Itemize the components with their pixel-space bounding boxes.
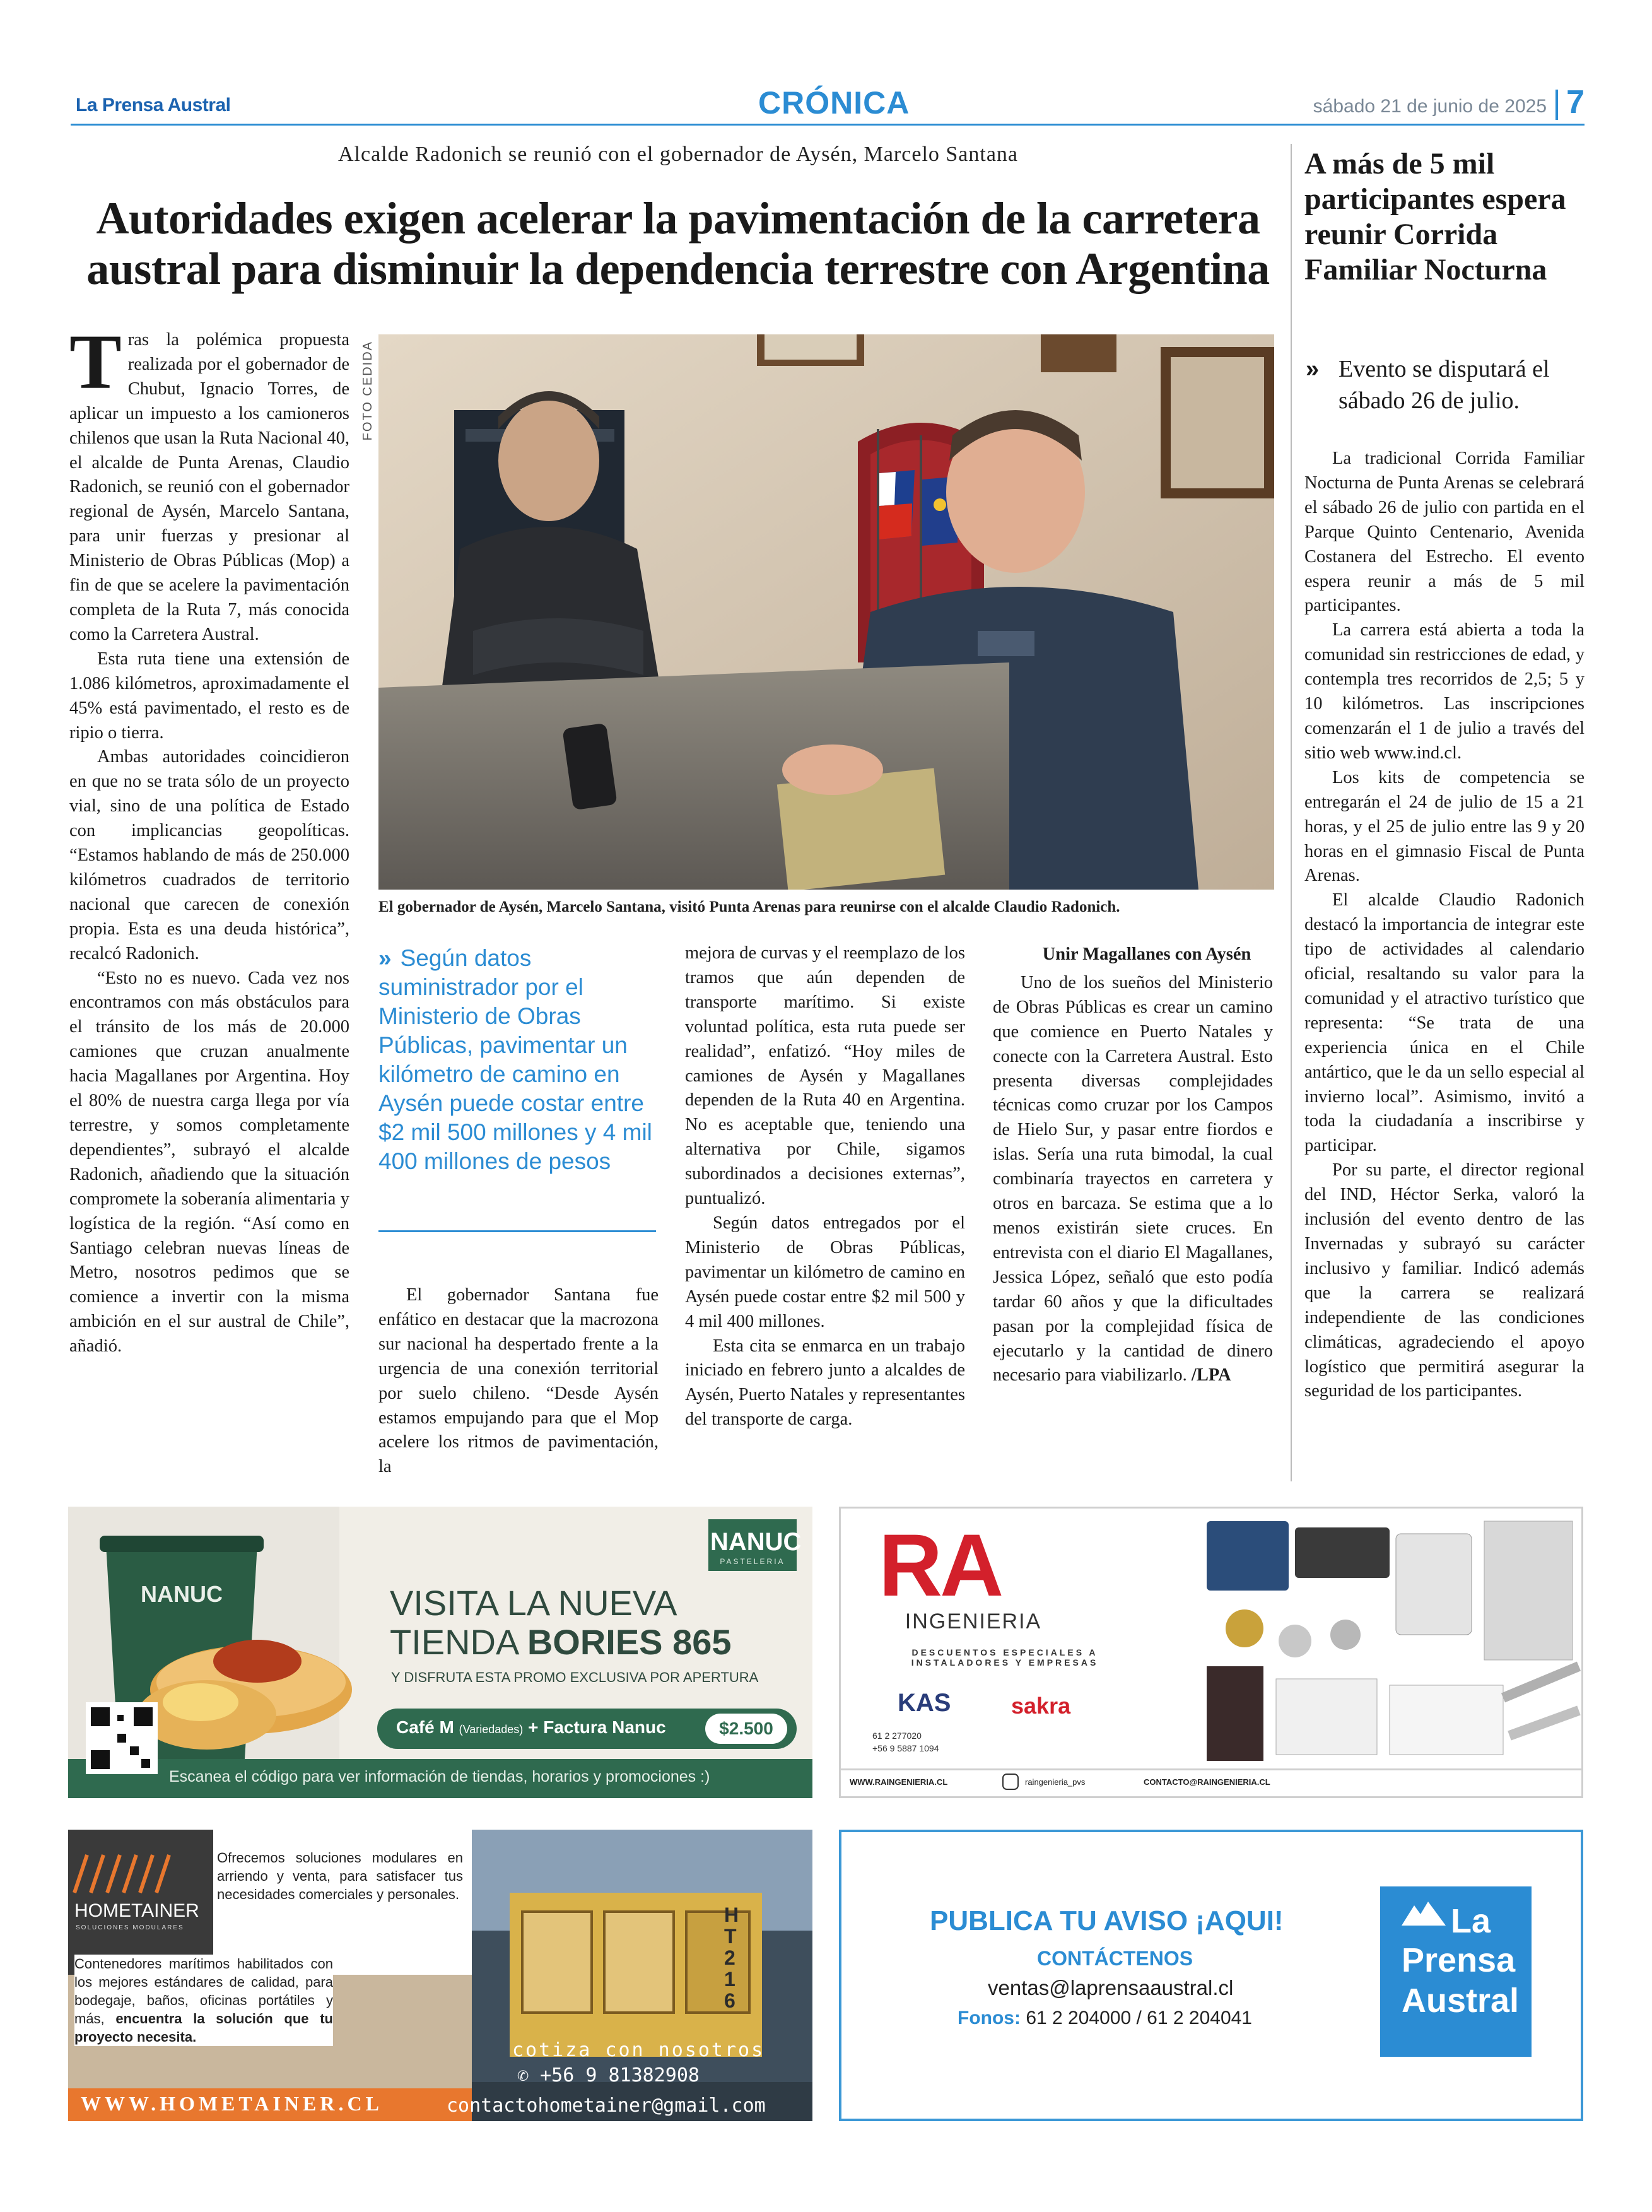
page-header: [71, 81, 1585, 125]
article-photo: [378, 334, 1274, 890]
ads-email[interactable]: ventas@laprensaaustral.cl: [988, 1976, 1234, 1999]
instagram-icon: [1002, 1774, 1019, 1790]
paragraph: El alcalde Claudio Radonich destacó la importancia de integrar este tipo de actividades al calendario oficial, resaltando su valor para la comunidad y el atractivo turístico que representa: “Se trata de una experiencia única en el Chile antártico, que le da un sello especial al invierno local”. Asimismo, invitó a toda la ciudadanía a inscribirse y participar.: [1304, 890, 1585, 1156]
publish-ad-box[interactable]: [839, 1830, 1583, 2121]
paragraph: Esta cita se enmarca en un trabajo iniciado en febrero junto a alcaldes de Aysén, Puerto Natales y representantes del transporte de carga.: [685, 1336, 965, 1430]
paragraph: Según datos entregados por el Ministerio de Obras Públicas, pavimentar un kilómetro de camino en Aysén puede costar entre $2 mil 500 y 4 mil 400 millones.: [685, 1213, 965, 1331]
ra-discount: DESCUENTOS ESPECIALES A INSTALADORES Y EMPRESAS: [911, 1647, 1099, 1668]
hometainer-phone: ✆ +56 9 81382908: [517, 2064, 700, 2086]
nanuc-logo-sub: PASTELERIA: [720, 1557, 785, 1566]
nanuc-headline-1: VISITA LA NUEVA: [390, 1583, 677, 1623]
paragraph: El gobernador Santana fue enfático en destacar que la macrozona sur nacional ha despertado frente a la urgencia de una conexión territorial por suelo chileno. “Desde Aysén estamos empujando para que el Mop acelere los ritmos de pavimentación, la: [378, 1285, 659, 1477]
article-subhead: Unir Magallanes con Aysén: [1042, 944, 1251, 964]
ra-email[interactable]: CONTACTO@RAINGENIERIA.CL: [1144, 1777, 1270, 1787]
ra-logo-sub: INGENIERIA: [905, 1609, 1042, 1633]
nanuc-logo: NANUC: [710, 1528, 802, 1556]
side-article-headline: A más de 5 mil participantes espera reunir Corrida Familiar Nocturna: [1304, 147, 1566, 286]
brand-name: La Prensa Austral: [76, 95, 231, 115]
article-column-1: [69, 319, 350, 1359]
author-sign: /LPA: [1191, 1365, 1231, 1385]
lpa-logo-word-2: Prensa: [1402, 1941, 1516, 1979]
paragraph: Esta ruta tiene una extensión de 1.086 kilómetros, aproximadamente el 45% está pavimentado, el resto es de ripio o tierra.: [69, 649, 349, 743]
meeting-photo-illustration: [378, 334, 1274, 890]
hometainer-website[interactable]: WWW.HOMETAINER.CL: [81, 2092, 383, 2115]
lead-paragraph: Tras la polémica propuesta realizada por el gobernador de Chubut, Ignacio Torres, de aplicar un impuesto a los camioneros chilenos que usan la Ruta Nacional 40, el alcalde de Punta Arenas, Claudio Radonich, se reunió con el gobernador regional de Aysén, Marcelo Santana, para unir fuerzas y presionar al Ministerio de Obras Públicas (Mop) a fin de que se acelere la pavimentación completa de la Ruta 7, más conocida como la Carretera Austral.: [69, 319, 350, 644]
mountain-icon: [1402, 1900, 1446, 1926]
hometainer-logo: HOMETAINER: [74, 1900, 199, 1921]
hometainer-cta: cotiza con nosotros: [512, 2039, 765, 2061]
page-number: 7: [1566, 84, 1585, 121]
nanuc-footer: Escanea el código para ver información de tiendas, horarios y promociones :): [169, 1768, 710, 1785]
hometainer-ad[interactable]: [68, 1830, 812, 2121]
paragraph: Uno de los sueños del Ministerio de Obras Públicas es crear un camino que comience en Puerto Natales y conecte con la Carretera Austral. Esto presenta diversas complejidades técnicas como cruzar por los Campos de Hielo Sur, y pasar entre fiordos e islas. Sería una ruta bimodal, la cual combinaría trayectos en carretera y otros en barcaza. Se estima que a lo menos existirán siete cruces. En entrevista con el diario El Magallanes, Jessica López, señaló que esto podía tardar 60 años y que la dificultades pasan por la complejidad física de ejecutarlo y la cantidad de dinero necesario para viabilizarlo. /LPA: [993, 972, 1273, 1385]
section-title: CRÓNICA: [758, 85, 910, 121]
ra-footer-rule: [841, 1768, 1583, 1770]
ads-phones: Fonos: 61 2 204000 / 61 2 204041: [958, 2008, 1252, 2028]
paragraph: Por su parte, el director regional del IND, Héctor Serka, valoró la inclusión del evento dentro de las Invernadas y subrayó su carácter inclusivo y familiar. Indicó además que la carrera se realizará independiente de las condiciones climáticas, agradeciendo el apoyo logístico que permitirá asegurar la seguridad de los participantes.: [1304, 1160, 1585, 1401]
hometainer-logo-sub: SOLUCIONES MODULARES: [76, 1924, 184, 1931]
ra-phone-1: 61 2 277020: [872, 1731, 922, 1741]
article-column-2: [378, 1283, 659, 1480]
lpa-logo-word-1: La: [1451, 1902, 1491, 1940]
whatsapp-icon: ✆: [517, 2064, 541, 2086]
pull-quote: » Según datos suministrador por el Ministerio de Obras Públicas, pavimentar un kilómetro de camino en Aysén puede costar entre $2 mil 500 millones y 4 mil 400 millones de pesos: [378, 945, 652, 1174]
photo-caption: El gobernador de Aysén, Marcelo Santana, visitó Punta Arenas para reunirse con el alcalde Claudio Radonich.: [378, 898, 1120, 915]
drop-cap: T: [69, 319, 122, 405]
header-rule: [71, 124, 1585, 126]
nanuc-headline-3: Y DISFRUTA ESTA PROMO EXCLUSIVA POR APERTURA: [391, 1669, 759, 1685]
article-kicker: Alcalde Radonich se reunió con el gobernador de Aysén, Marcelo Santana: [337, 143, 1019, 166]
paragraph: mejora de curvas y el reemplazo de los tramos que aún dependen de transporte marítimo. Si existe voluntad política, esta ruta puede ser realidad”, enfatizó. “Hoy miles de camiones de Aysén y Magallanes dependen de la Ruta 40 en Argentina. No es aceptable que, teniendo una alternativa por Chile, sigamos subordinados a decisiones externas”, puntualizó.: [685, 943, 965, 1209]
ra-website[interactable]: WWW.RAINGENIERIA.CL: [850, 1777, 948, 1787]
ra-logo: RA: [879, 1515, 1002, 1615]
hometainer-intro: Ofrecemos soluciones modulares en arriendo y venta, para satisfacer tus necesidades comerciales y personales.: [217, 1850, 463, 1902]
lpa-logo-word-3: Austral: [1402, 1982, 1520, 2020]
paragraph: “Esto no es nuevo. Cada vez nos encontramos con más obstáculos para el tránsito de los más de 20.000 camiones que cruzan anualmente hacia Magallanes por Argentina. Hoy el 80% de nuestra carga llega por vía terrestre, y somos completamente dependientes”, subrayó el alcalde Radonich, añadiendo que la situación compromete la soberanía alimentaria y logística de la región. “Así como en Santiago celebran nuevas líneas de Metro, nosotros pedimos que se comience a invertir con la misma ambición en el sur austral de Chile”, añadió.: [69, 968, 349, 1356]
paragraph: Los kits de competencia se entregarán el 24 de julio de 15 a 21 horas, y el 25 de julio entre las 9 y 20 horas en el gimnasio Fiscal de Punta Arenas.: [1304, 767, 1585, 886]
paragraph: La tradicional Corrida Familiar Nocturna de Punta Arenas se celebrará el sábado 26 de julio con partida en el Parque Quinto Centenario, Avenida Costanera del Estrecho. El evento espera reunir a más de 5 mil participantes.: [1304, 449, 1585, 616]
side-article-body: [1304, 447, 1585, 1404]
nanuc-cup-logo: NANUC: [141, 1581, 223, 1607]
sakra-brand: sakra: [1011, 1693, 1071, 1719]
article-headline: Autoridades exigen acelerar la pavimentación de la carretera austral para disminuir la dependencia terrestre con Argentina: [86, 193, 1270, 294]
publish-title: PUBLICA TU AVISO ¡AQUI!: [930, 1905, 1284, 1936]
article-column-3: [685, 941, 965, 1432]
column-divider: [1291, 144, 1292, 1481]
lpa-logo: [1380, 1886, 1532, 2057]
hometainer-email[interactable]: contactohometainer@gmail.com: [447, 2095, 766, 2117]
paragraph: La carrera está abierta a toda la comunidad sin restricciones de edad, y contempla tres recorridos de 2,5; 5 y 10 kilómetros. Las inscripciones comenzarán el 1 de julio a través del sitio web www.ind.cl.: [1304, 620, 1585, 763]
article-column-4: [993, 943, 1273, 1388]
nanuc-ad[interactable]: [68, 1507, 812, 1798]
nanuc-price: $2.500: [719, 1719, 773, 1738]
ra-phone-2: +56 9 5887 1094: [872, 1743, 939, 1753]
photo-credit: FOTO CEDIDA: [361, 341, 375, 441]
ra-ingenieria-ad[interactable]: [839, 1507, 1583, 1798]
header-divider: [1555, 90, 1558, 120]
issue-date: sábado 21 de junio de 2025: [1313, 96, 1547, 117]
nanuc-promo: Café M (Variedades) + Factura Nanuc: [396, 1717, 666, 1737]
container-code: HT 2 16: [724, 1903, 739, 2012]
side-article-deck: » Evento se disputará el sábado 26 de julio.: [1306, 353, 1583, 416]
chevron-right-icon: »: [1306, 356, 1320, 382]
chevron-right-icon: »: [378, 945, 392, 971]
paragraph: Ambas autoridades coincidieron en que no se trata sólo de un proyecto vial, sino de una política de Estado con implicancias geopolíticas. “Estamos hablando de más de 250.000 kilómetros cuadrados de territorio nacional que carecen de conexión propia. Esta es una deuda histórica”, recalcó Radonich.: [69, 747, 349, 963]
kas-brand: KAS: [898, 1689, 951, 1717]
pull-quote-rule: [378, 1230, 656, 1232]
contact-label: CONTÁCTENOS: [1037, 1947, 1193, 1970]
hometainer-description: Contenedores marítimos habilitados con los mejores estándares de calidad, para bodegaje, baños, oficinas portátiles y más, encuentra la solución que tu proyecto necesita.: [74, 1956, 333, 2045]
ra-instagram[interactable]: raingenieria_pvs: [1025, 1777, 1086, 1787]
nanuc-headline-2: TIENDA BORIES 865: [390, 1622, 732, 1662]
